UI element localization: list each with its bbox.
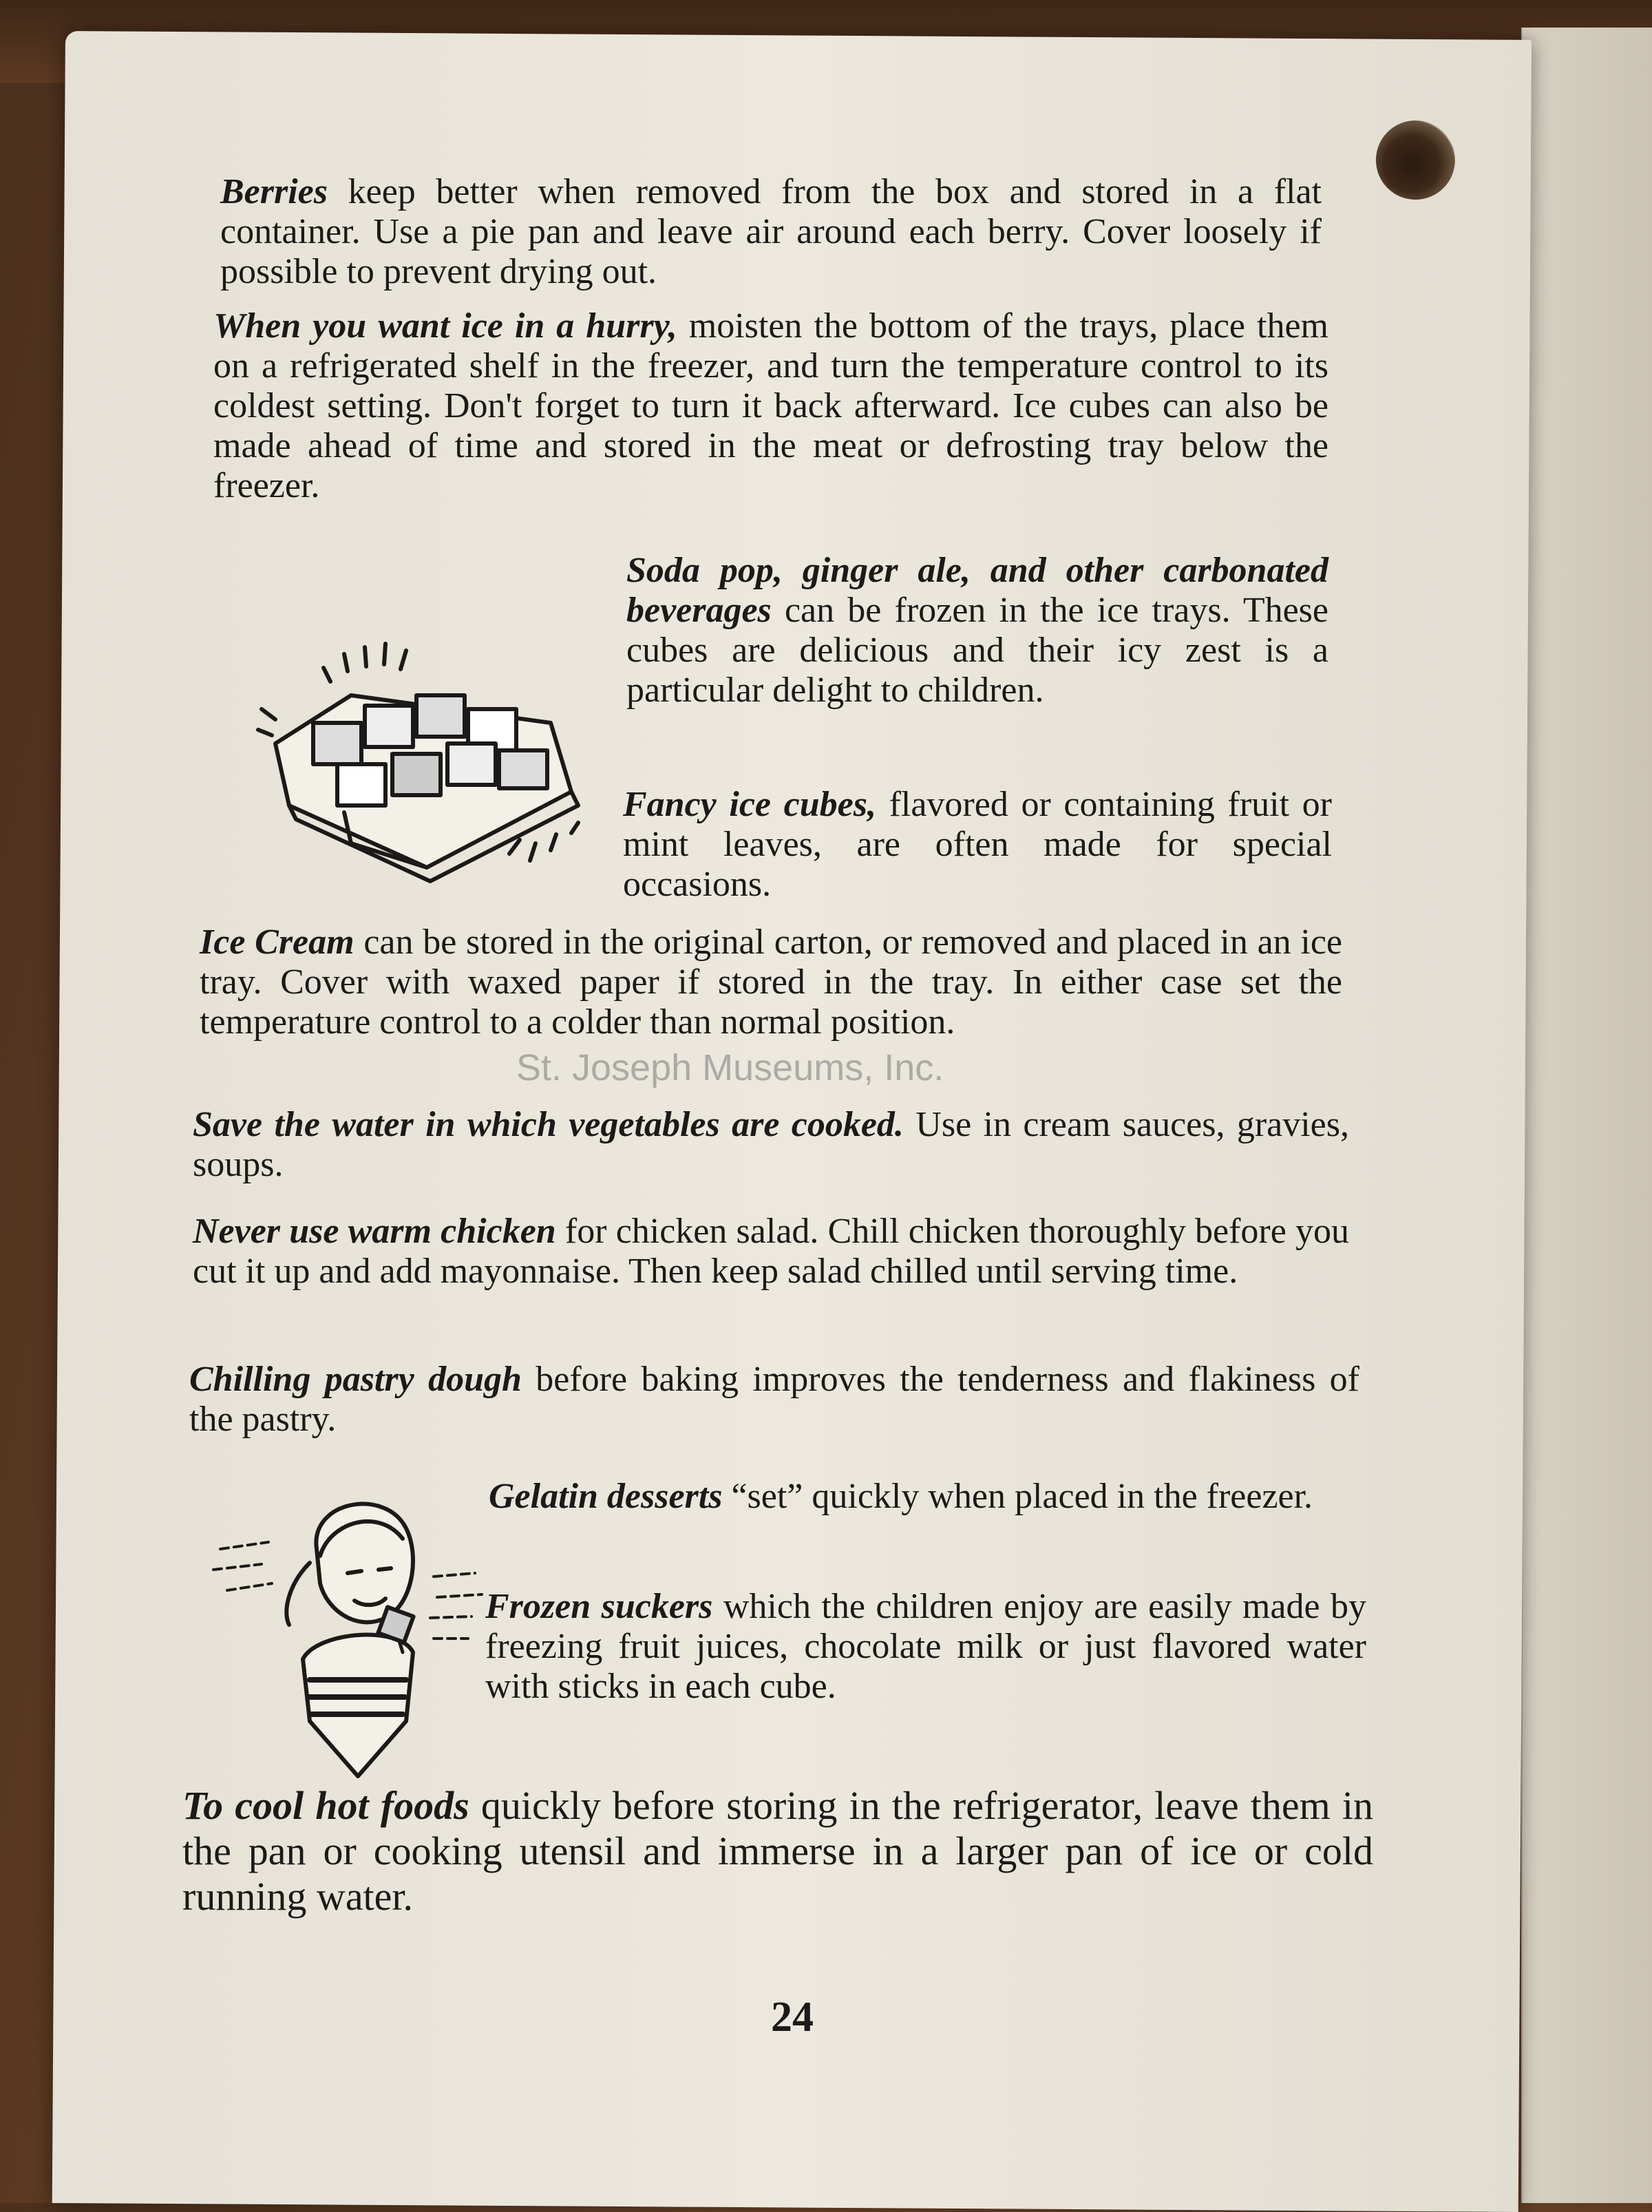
- next-page-edge: [1521, 28, 1652, 2203]
- paragraph-pastry-dough: Chilling pastry dough before baking improves the tenderness and flakiness of the pastry.: [189, 1360, 1359, 1439]
- paragraph-ice-hurry: When you want ice in a hurry, moisten the bottom of the trays, place them on a refrigerated shelf in the freezer, and turn the temperature control to its coldest setting. Don't forget to turn it back afterward. Ice cubes can also be made ahead of time and stored in the meat or defrosting tray below the freezer.: [213, 306, 1328, 505]
- paragraph-cool-hot-foods: To cool hot foods quickly before storing in the refrigerator, leave them in the pan or cooking utensil and immerse in a larger pan of ice or cold running water.: [182, 1783, 1374, 1919]
- girl-eating-frozen-sucker-illustration: [206, 1473, 496, 1797]
- paragraph-warm-chicken: Never use warm chicken for chicken salad. Chill chicken thoroughly before you cut it up and add mayonnaise. Then keep salad chilled until serving time.: [193, 1212, 1349, 1291]
- page-number: 24: [771, 1994, 814, 2041]
- paragraph-fancy-ice-cubes: Fancy ice cubes, flavored or containing fruit or mint leaves, are often made for special occasions.: [623, 785, 1333, 904]
- punch-hole: [1376, 120, 1456, 200]
- paragraph-frozen-suckers: Frozen suckers which the children enjoy are easily made by freezing fruit juices, chocolate milk or just flavored water with sticks in each cube.: [485, 1587, 1366, 1706]
- paragraph-berries: Berries keep better when removed from the box and stored in a flat container. Use a pie pan and leave air around each berry. Cover loosely if possible to prevent drying out.: [220, 172, 1322, 291]
- ice-tray-illustration: [248, 606, 606, 895]
- watermark: St. Joseph Museums, Inc.: [516, 1047, 944, 1088]
- paragraph-ice-cream: Ice Cream can be stored in the original carton, or removed and placed in an ice tray. Cover with waxed paper if stored in the tray. In either case set the temperature control to a colder than normal position.: [200, 923, 1343, 1042]
- paragraph-gelatin-desserts: Gelatin desserts “set” quickly when placed in the freezer.: [489, 1477, 1313, 1516]
- paragraph-soda-pop: Soda pop, ginger ale, and other carbonated beverages can be frozen in the ice trays. These cubes are delicious and their icy zest is a particular delight to children.: [626, 551, 1328, 710]
- paragraph-vegetable-water: Save the water in which vegetables are cooked. Use in cream sauces, gravies, soups.: [193, 1105, 1349, 1184]
